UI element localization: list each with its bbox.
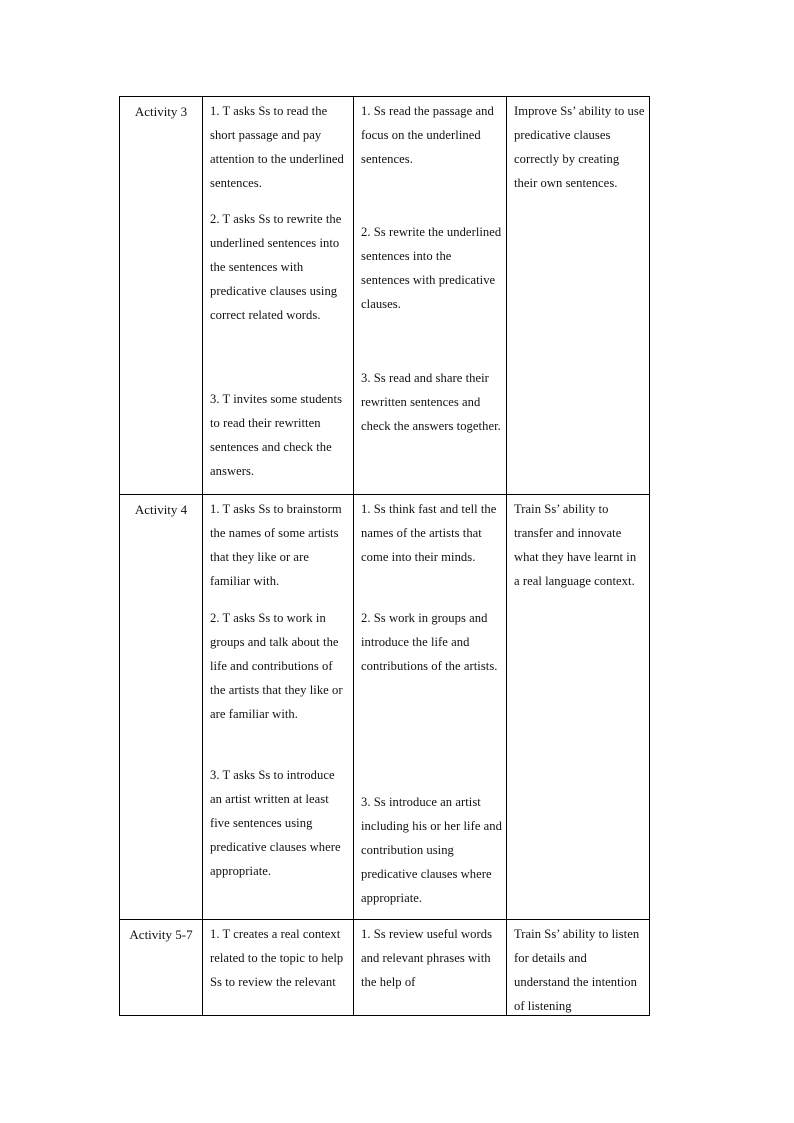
purpose-text: Train Ss’ ability to listen for details and understand the intention of listening: [514, 927, 640, 1013]
purpose-text: Train Ss’ ability to transfer and innovate what they have learnt in a real language context.: [514, 502, 637, 588]
activity-label: Activity 4: [120, 495, 203, 920]
student-step: 1. Ss read the passage and focus on the underlined sentences.: [361, 104, 494, 166]
student-activity-cell: [354, 920, 507, 1016]
activity-label: Activity 3: [120, 97, 203, 495]
student-step: 1. Ss think fast and tell the names of the artists that come into their minds.: [361, 502, 497, 564]
lesson-plan-table: [119, 96, 650, 1016]
purpose-text: Improve Ss’ ability to use predicative clauses correctly by creating their own sentences.: [514, 104, 645, 190]
teacher-step: 3. T asks Ss to introduce an artist written at least five sentences using predicative clauses where appropriate.: [210, 768, 341, 878]
teacher-step: 3. T invites some students to read their rewritten sentences and check the answers.: [210, 392, 343, 478]
teacher-step: 1. T asks Ss to read the short passage and pay attention to the underlined sentences.: [210, 104, 344, 190]
teacher-activity-cell: [203, 495, 354, 920]
table-row: [120, 97, 650, 495]
teacher-step: 2. T asks Ss to work in groups and talk about the life and contributions of the artists that they like or are familiar with.: [210, 611, 343, 721]
table-row: [120, 495, 650, 920]
student-step: 3. Ss introduce an artist including his or her life and contribution using predicative clauses where appropriate.: [361, 795, 502, 905]
purpose-cell: [507, 495, 650, 920]
purpose-cell: [507, 97, 650, 495]
purpose-cell: [507, 920, 650, 1016]
student-step: 2. Ss rewrite the underlined sentences into the sentences with predicative clauses.: [361, 225, 502, 311]
student-step: 1. Ss review useful words and relevant phrases with the help of: [361, 927, 493, 989]
student-step: 2. Ss work in groups and introduce the life and contributions of the artists.: [361, 611, 498, 673]
student-activity-cell: [354, 97, 507, 495]
teacher-step: 2. T asks Ss to rewrite the underlined sentences into the sentences with predicative clauses using correct related words.: [210, 212, 342, 322]
student-activity-cell: [354, 495, 507, 920]
teacher-activity-cell: [203, 920, 354, 1016]
teacher-activity-cell: [203, 97, 354, 495]
activity-label: Activity 5-7: [120, 920, 203, 1016]
student-step: 3. Ss read and share their rewritten sentences and check the answers together.: [361, 371, 501, 433]
teacher-step: 1. T asks Ss to brainstorm the names of some artists that they like or are familiar with.: [210, 502, 342, 588]
teacher-step: 1. T creates a real context related to the topic to help Ss to review the relevant: [210, 927, 344, 989]
table-row: [120, 920, 650, 1016]
